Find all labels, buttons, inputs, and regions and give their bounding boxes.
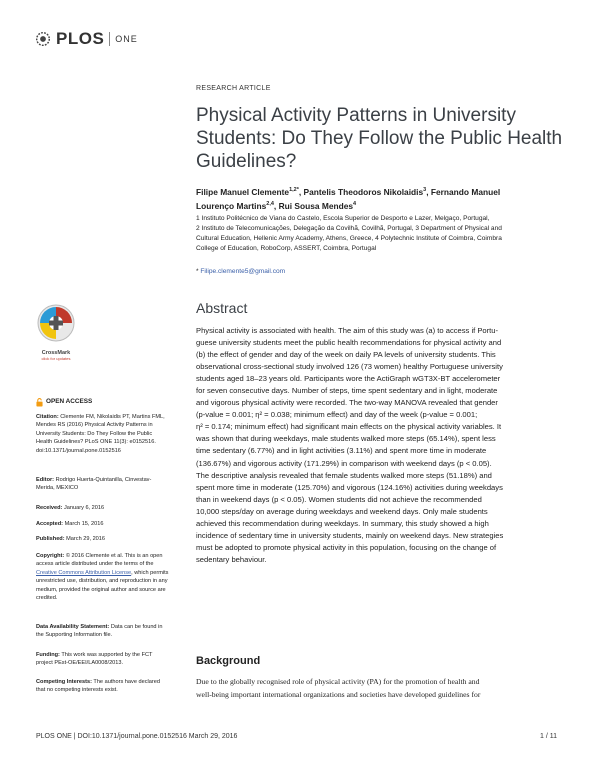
funding-line: project PEst-OE/EEI/LA0008/2013. bbox=[36, 660, 124, 667]
received-label: Received: bbox=[36, 505, 63, 511]
published-label: Published: bbox=[36, 536, 65, 542]
editor-block bbox=[36, 476, 186, 493]
affiliation-line: College of Education, RoboCorp, ASSERT, Coimbra, Portugal bbox=[196, 245, 377, 252]
author-name[interactable]: , Rui Sousa Mendes bbox=[273, 200, 354, 211]
abstract-line: time sedentary (6.77%) and in light activities (3.11%) and spent more time in moderate bbox=[196, 446, 487, 456]
author-name[interactable]: , Fernando Manuel bbox=[426, 186, 501, 197]
affiliation-line: Cultural Education, Hellenic Army Academy, Athens, Greece, 4 Polytechnic Institute of Coimbra, Coimbra bbox=[196, 235, 502, 242]
abstract-line: (136.67%) and vigorous activity (171.29%) in comparison with weekend days (p < 0.05). bbox=[196, 458, 492, 468]
abstract-line: η² = 0.174; minimum effect) had significant main effects on the physical activity variables. It bbox=[196, 422, 502, 432]
page-number: 1 / 11 bbox=[540, 733, 557, 740]
abstract-body bbox=[196, 325, 576, 566]
citation-line: Clemente FM, Nikolaidis PT, Martins FML, bbox=[58, 414, 165, 420]
corresponding-star: * bbox=[196, 268, 201, 275]
background-line: Due to the globally recognised role of physical activity (PA) for the promotion of health and bbox=[196, 677, 480, 686]
received-value: January 6, 2016 bbox=[62, 505, 105, 511]
copyright-line: © 2016 Clemente et al. This is an open bbox=[64, 553, 163, 559]
author-list bbox=[196, 184, 576, 212]
accepted-label: Accepted: bbox=[36, 521, 64, 527]
open-lock-icon bbox=[36, 398, 43, 407]
abstract-line: spent more time in moderate (125.70%) and vigorous (124.16%) activities during weekdays bbox=[196, 482, 503, 492]
editor-label: Editor: bbox=[36, 477, 55, 483]
copyright-label: Copyright: bbox=[36, 553, 65, 559]
affiliation-line: 2 Instituto de Telecomunicações, Delegação da Covilhã, Covilhã, Portugal, 3 Department of Physical and bbox=[196, 225, 502, 232]
editor-line: Rodrigo Huerta-Quintanilla, Cinvestav- bbox=[54, 477, 152, 483]
abstract-line: (p-value = 0.001; η² = 0.038; minimum effect) and day of the week (p-value = 0.001; bbox=[196, 410, 478, 420]
abstract-line: observational cross-sectional study involved 126 (73 women) healthy Portuguese university bbox=[196, 362, 503, 372]
data-availability-line: the Supporting Information file. bbox=[36, 632, 113, 639]
citation-line: Health Guidelines? PLoS ONE 11(3): e0152516. bbox=[36, 439, 156, 446]
copyright-line: access article distributed under the terms of the bbox=[36, 561, 154, 568]
abstract-line: than in weekend days (p < 0.05). Women students did not achieve the recommended bbox=[196, 494, 482, 504]
logo-journal-text: ONE bbox=[115, 34, 138, 44]
abstract-line: students aged 18–23 years old. Participants wore the ActiGraph wGT3X-BT accelerometer bbox=[196, 374, 501, 384]
abstract-line: (b) the effect of gender and day of the week on daily PA levels of university students. This bbox=[196, 350, 496, 360]
logo-divider bbox=[109, 32, 110, 46]
author-affil: 4 bbox=[353, 200, 357, 207]
license-link[interactable]: Creative Commons Attribution License bbox=[36, 569, 132, 576]
open-access-label: OPEN ACCESS bbox=[46, 398, 93, 406]
citation-block bbox=[36, 413, 186, 455]
abstract-line: achieved this recommendation during weekdays. In summary, this study showed a high bbox=[196, 518, 489, 528]
funding-block bbox=[36, 651, 186, 668]
corresponding-star: * bbox=[296, 187, 299, 193]
citation-label: Citation: bbox=[36, 414, 59, 420]
abstract-line: for seven consecutive days. Number of steps, time spent sedentary and in light, moderate bbox=[196, 386, 498, 396]
data-availability-block bbox=[36, 623, 186, 640]
editor-line: Merida, MEXICO bbox=[36, 485, 79, 492]
abstract-line: incidence of sedentary time in university students, mainly on weekend days. New strategies bbox=[196, 530, 504, 540]
author-affil: 3 bbox=[423, 187, 427, 193]
copyright-block bbox=[36, 552, 186, 602]
abstract-line: must be adopted to promote physical activity in this population, focusing on the change of bbox=[196, 542, 497, 552]
crossmark-sub: click for updates bbox=[41, 356, 71, 361]
author-affil: 2,4 bbox=[266, 200, 274, 207]
crossmark-icon bbox=[36, 303, 76, 343]
competing-interests-line: The authors have declared bbox=[91, 679, 160, 685]
abstract-heading: Abstract bbox=[196, 300, 248, 316]
background-line: well-being important international organizations and societies have developed guidelines for bbox=[196, 689, 481, 699]
copyright-line: , which permits bbox=[131, 569, 169, 576]
copyright-line: unrestricted use, distribution, and reproduction in any bbox=[36, 578, 168, 585]
abstract-line: sedentary behaviour. bbox=[196, 554, 267, 564]
received-date bbox=[36, 504, 186, 512]
footer-citation: PLOS ONE | DOI:10.1371/journal.pone.0152516 March 29, 2016 bbox=[36, 733, 238, 740]
corresponding-author bbox=[196, 268, 576, 275]
plos-logo-icon bbox=[34, 30, 52, 48]
citation-line: Mendes RS (2016) Physical Activity Patterns in bbox=[36, 422, 153, 429]
abstract-line: and vigorous physical activity were recorded. The two-way MANOVA revealed that gender bbox=[196, 398, 498, 408]
crossmark-label: CrossMark bbox=[41, 350, 71, 356]
abstract-line: Physical activity is associated with health. The aim of this study was (a) to access if Portu- bbox=[196, 326, 499, 335]
open-access-badge bbox=[36, 398, 186, 407]
abstract-line: The descriptive analysis revealed that female students walked more steps (51.18%) and bbox=[196, 470, 492, 480]
competing-interests-line: that no competing interests exist. bbox=[36, 687, 118, 694]
abstract-line: 10,000 steps/day on average during weekdays and weekend days. Only male students bbox=[196, 506, 488, 516]
article-title: Physical Activity Patterns in University Students: Do They Follow the Public Health Guidelines? bbox=[196, 105, 563, 172]
copyright-line: medium, provided the original author and source are bbox=[36, 586, 166, 593]
citation-line: University Students: Do They Follow the Public bbox=[36, 430, 153, 437]
abstract-line: guese university students meet the public health recommendations for physical activity and bbox=[196, 338, 502, 348]
crossmark-badge[interactable] bbox=[36, 303, 76, 361]
published-value: March 29, 2016 bbox=[64, 536, 106, 542]
published-date bbox=[36, 535, 186, 543]
affiliations bbox=[196, 214, 576, 254]
funding-line: This work was supported by the FCT bbox=[59, 652, 153, 658]
funding-label: Funding: bbox=[36, 652, 60, 658]
abstract-line: was shown that during weekdays, male students walked more steps (65.14%), spent less bbox=[196, 434, 496, 444]
article-type: RESEARCH ARTICLE bbox=[196, 85, 271, 92]
citation-doi: doi:10.1371/journal.pone.0152516 bbox=[36, 447, 121, 454]
author-name[interactable]: Lourenço Martins bbox=[196, 200, 267, 211]
affiliation-line: 1 Instituto Politécnico de Viana do Castelo, Escola Superior de Desporto e Lazer, Melgaço, Portugal, bbox=[196, 215, 490, 222]
copyright-line: credited. bbox=[36, 595, 58, 602]
competing-interests-label: Competing Interests: bbox=[36, 679, 92, 685]
author-affil: 1,2 bbox=[289, 187, 297, 193]
background-heading: Background bbox=[196, 655, 261, 667]
logo-plos-text: PLOS bbox=[56, 29, 105, 48]
accepted-value: March 15, 2016 bbox=[63, 521, 104, 527]
data-availability-label: Data Availability Statement: bbox=[36, 624, 110, 630]
author-name[interactable]: , Pantelis Theodoros Nikolaidis bbox=[298, 186, 424, 197]
accepted-date bbox=[36, 520, 186, 528]
data-availability-line: Data can be found in bbox=[109, 624, 163, 630]
corresponding-email-link[interactable]: Filipe.clemente5@gmail.com bbox=[200, 268, 286, 275]
background-body bbox=[196, 676, 576, 701]
plos-one-logo[interactable] bbox=[34, 28, 138, 50]
author-name[interactable]: Filipe Manuel Clemente bbox=[196, 186, 290, 197]
competing-interests-block bbox=[36, 678, 186, 695]
